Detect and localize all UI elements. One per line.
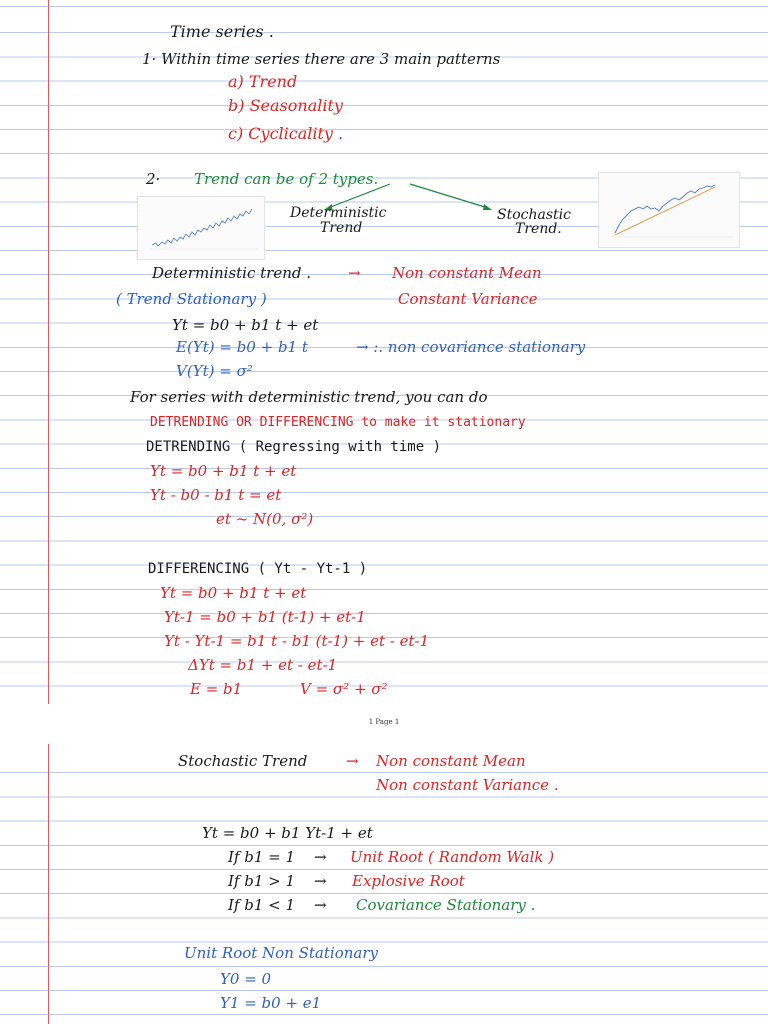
- detrend-eq-3: et ~ N(0, σ²): [216, 510, 314, 528]
- case-3-condition: If b1 < 1: [228, 896, 296, 914]
- unit-root-heading: Unit Root Non Stationary: [184, 944, 378, 962]
- page-number-label: 1 Page 1: [368, 718, 400, 726]
- stochastic-heading: Stochastic Trend: [178, 752, 308, 770]
- unit-root-eq-2: Y1 = b0 + e1: [220, 994, 322, 1012]
- stoch-mean: Non constant Mean: [376, 752, 526, 770]
- det-variance: Constant Variance: [398, 290, 538, 308]
- arrowhead-right: [483, 204, 492, 210]
- diff-variance: V = σ² + σ²: [300, 680, 388, 698]
- eq-variance: V(Yt) = σ²: [176, 362, 253, 380]
- eq-expectation-note: → :. non covariance stationary: [356, 338, 586, 356]
- page-title: Time series .: [170, 22, 274, 41]
- case-3-result: Covariance Stationary .: [356, 896, 536, 914]
- diff-eq-3: Yt - Yt-1 = b1 t - b1 (t-1) + et - et-1: [164, 632, 430, 650]
- chart-tick: ··: [140, 208, 142, 212]
- margin-line: [48, 744, 49, 1024]
- point-1: 1· Within time series there are 3 main patterns: [142, 50, 501, 68]
- stochastic-trend-chart: [598, 172, 740, 248]
- deterministic-trend-series: [152, 209, 252, 246]
- detrend-or-difference: DETRENDING OR DIFFERENCING to make it stationary: [150, 415, 526, 430]
- eq-model: Yt = b0 + b1 t + et: [172, 316, 319, 334]
- deterministic-heading: Deterministic trend .: [152, 264, 312, 282]
- margin-line: [48, 0, 49, 704]
- stochastic-label: Stochastic: [497, 207, 571, 223]
- diff-expectation: E = b1: [190, 680, 243, 698]
- stochastic-label-trend: Trend.: [515, 221, 562, 237]
- case-2-arrow: →: [314, 872, 327, 890]
- case-1-condition: If b1 = 1: [228, 848, 296, 866]
- diff-eq-1: Yt = b0 + b1 t + et: [160, 584, 307, 602]
- deterministic-label-trend: Trend: [320, 220, 363, 236]
- stoch-variance: Non constant Variance .: [376, 776, 559, 794]
- detrend-eq-2: Yt - b0 - b1 t = et: [150, 486, 282, 504]
- case-1-arrow: →: [314, 848, 327, 866]
- pattern-cyclicality: c) Cyclicality .: [228, 124, 344, 143]
- stochastic-walk-series: [615, 185, 715, 233]
- case-3-arrow: →: [314, 896, 327, 914]
- trend-stationary-alias: ( Trend Stationary ): [116, 290, 267, 308]
- point-2-text: Trend can be of 2 types.: [194, 170, 379, 188]
- case-2-result: Explosive Root: [352, 872, 465, 890]
- stochastic-trend-line: [615, 187, 715, 235]
- det-mean: Non constant Mean: [392, 264, 542, 282]
- detrend-eq-1: Yt = b0 + b1 t + et: [150, 462, 297, 480]
- for-series-line: For series with deterministic trend, you can do: [130, 388, 488, 406]
- unit-root-eq-1: Y0 = 0: [220, 970, 272, 988]
- differencing-heading: DIFFERENCING ( Yt - Yt-1 ): [148, 561, 368, 577]
- pattern-trend: a) Trend: [228, 72, 298, 91]
- ar-model: Yt = b0 + b1 Yt-1 + et: [202, 824, 373, 842]
- diff-eq-4: ΔYt = b1 + et - et-1: [188, 656, 338, 674]
- case-2-condition: If b1 > 1: [228, 872, 296, 890]
- arrow-to-stochastic: [410, 184, 488, 208]
- pattern-seasonality: b) Seasonality: [228, 96, 343, 115]
- notebook-page-2: [0, 744, 768, 1024]
- diff-eq-2: Yt-1 = b0 + b1 (t-1) + et-1: [164, 608, 366, 626]
- det-arrow: →: [348, 264, 361, 282]
- detrending-heading: DETRENDING ( Regressing with time ): [146, 439, 442, 455]
- stoch-arrow: →: [346, 752, 359, 770]
- deterministic-label: Deterministic: [290, 205, 387, 221]
- case-1-result: Unit Root ( Random Walk ): [350, 848, 555, 866]
- eq-expectation: E(Yt) = b0 + b1 t: [176, 338, 308, 356]
- point-2-number: 2·: [146, 170, 161, 188]
- deterministic-trend-chart: [137, 196, 265, 260]
